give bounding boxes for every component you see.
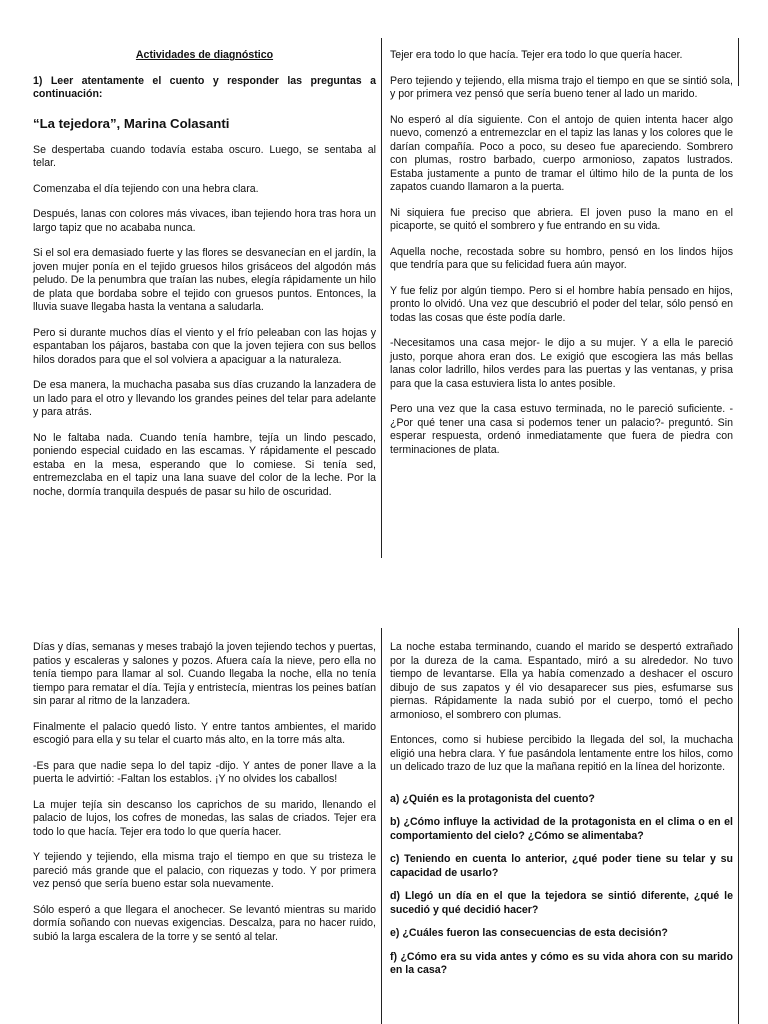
story-paragraph: Pero tejiendo y tejiendo, ella misma trajo el tiempo en que se sintió sola, y por primera vez pensó que sería bueno tener al lado un marido.	[390, 74, 733, 100]
question-b: b) ¿Cómo influye la actividad de la protagonista en el clima o en el comportamiento del cielo? ¿Cómo se alimentaba?	[390, 816, 733, 842]
page1-column-divider	[381, 38, 382, 558]
story-paragraph: La mujer tejía sin descanso los caprichos de su marido, llenando el palacio de lujos, los cofres de monedas, las salas de criados. Tejer era todo lo que hacía. Tejer era todo lo que quería hacer.	[33, 798, 376, 838]
story-title: “La tejedora”, Marina Colasanti	[33, 115, 230, 131]
story-paragraph: Ni siquiera fue preciso que abriera. El joven puso la mano en el picaporte, se quitó el sombrero y fue entrando en su vida.	[390, 206, 733, 232]
story-paragraph: Comenzaba el día tejiendo con una hebra clara.	[33, 182, 259, 195]
story-paragraph: Aquella noche, recostada sobre su hombro, pensó en los lindos hijos que tendría para que su felicidad fuera aún mayor.	[390, 245, 733, 271]
activities-title: Actividades de diagnóstico	[135, 49, 274, 61]
story-paragraph: Pero una vez que la casa estuvo terminada, no le pareció suficiente. -¿Por qué tener una casa si podemos tener un palacio?- preguntó. Sin esperar respuesta, ordenó inmediatamente que fuera de piedra con terminaciones de plata.	[390, 403, 733, 456]
question-c: c) Teniendo en cuenta lo anterior, ¿qué poder tiene su telar y su capacidad de usarlo?	[390, 853, 733, 879]
story-paragraph: De esa manera, la muchacha pasaba sus días cruzando la lanzadera de un lado para el otro y llevando los grandes peines del telar para adelante y para atrás.	[33, 379, 376, 418]
story-paragraph: Se despertaba cuando todavía estaba oscuro. Luego, se sentaba al telar.	[33, 143, 376, 169]
story-paragraph: Entonces, como si hubiese percibido la llegada del sol, la muchacha eligió una hebra clara. Y fue pasándola lentamente entre los hilos, como un delicado trazo de luz que la mañana repitió en la línea del horizonte.	[390, 734, 733, 773]
page2-right-column	[390, 641, 733, 978]
page2-column-divider	[381, 628, 382, 1024]
question-d: d) Llegó un día en el que la tejedora se sintió diferente, ¿qué le sucedió y qué decidió hacer?	[390, 890, 733, 916]
story-paragraph: Tejer era todo lo que hacía. Tejer era todo lo que quería hacer.	[390, 49, 683, 61]
story-paragraph: Después, lanas con colores más vivaces, iban tejiendo hora tras hora un largo tapiz que no acababa nunca.	[33, 208, 376, 234]
story-paragraph: Y tejiendo y tejiendo, ella misma trajo el tiempo en que su tristeza le pareció más grande que el palacio, con riquezas y todo. Y por primera vez pensó que sería bueno estar sola nuevamente.	[33, 851, 376, 890]
page1-right-edge-line	[738, 38, 739, 86]
page1-right-column	[390, 49, 733, 457]
story-paragraph: -Necesitamos una casa mejor- le dijo a su mujer. Y a ella le pareció justo, porque ahora eran dos. Le exigió que escogiera las más bellas lanas color ladrillo, hilos verdes para las puertas y las ventanas, y prisa para que la casa estuviera lista lo antes posible.	[390, 337, 733, 390]
question-a: a) ¿Quién es la protagonista del cuento?	[390, 792, 595, 805]
question-e: e) ¿Cuáles fueron las consecuencias de esta decisión?	[390, 927, 668, 939]
story-paragraph: -Es para que nadie sepa lo del tapiz -dijo. Y antes de poner llave a la puerta le advirtió: -Faltan los establos. ¡Y no olvides los caballos!	[33, 759, 376, 785]
story-paragraph: No esperó al día siguiente. Con el antojo de quien intenta hacer algo nuevo, comenzó a entremezclar en el tapiz las lanas y los colores que le darían compañía. Poco a poco, su deseo fue apareciendo. Sombrero con plumas, rostro barbado, cuerpo armonioso, zapatos lustrados. Estaba justamente a punto de tramar el último hilo de la punta de los zapatos cuando llamaron a la puerta.	[390, 113, 733, 193]
story-paragraph: Pero si durante muchos días el viento y el frío peleaban con las hojas y espantaban los pájaros, bastaba con que la joven tejiera con sus bellos hilos dorados para que el sol volviera a apaciguar a la naturaleza.	[33, 326, 376, 366]
instruction-text: 1) Leer atentamente el cuento y responder las preguntas a continuación:	[33, 74, 376, 100]
story-paragraph: Sólo esperó a que llegara el anochecer. Se levantó mientras su marido dormía soñando con nuevas exigencias. Descalza, para no hacer ruido, subió la larga escalera de la torre y se sentó al telar.	[33, 903, 376, 943]
story-paragraph: Y fue feliz por algún tiempo. Pero si el hombre había pensado en hijos, pronto lo olvidó. Una vez que descubrió el poder del telar, sólo pensó en todas las cosas que éste podía darle.	[390, 284, 733, 324]
story-paragraph: Si el sol era demasiado fuerte y las flores se desvanecían en el jardín, la joven mujer ponía en el tejido gruesos hilos grisáceos del algodón más peludo. De la penumbra que traían las nubes, elegía rápidamente un hilo de plata que bordaba sobre el tejido con gruesos puntos. Entonces, la lluvia suave llegaba hasta la ventana a saludarla.	[33, 247, 376, 313]
page2-right-edge-line	[738, 628, 739, 1024]
story-paragraph: No le faltaba nada. Cuando tenía hambre, tejía un lindo pescado, poniendo especial cuidado en las escamas. Y rápidamente el pescado estaba en la mesa, esperando que lo comiese. Si tenía sed, entremezclaba en el tapiz una lana suave del color de la leche. Por la noche, dormía tranquila después de pasar su hilo de oscuridad.	[33, 431, 376, 498]
question-f: f) ¿Cómo era su vida antes y cómo es su vida ahora con su marido en la casa?	[390, 950, 733, 976]
page2-left-column	[33, 641, 376, 944]
story-paragraph: Finalmente el palacio quedó listo. Y entre tantos ambientes, el marido escogió para ella y su telar el cuarto más alto, en la torre más alta.	[33, 720, 376, 746]
page1-left-column	[33, 49, 376, 499]
story-paragraph: La noche estaba terminando, cuando el marido se despertó extrañado por la dureza de la cama. Espantado, miró a su alrededor. No tuvo tiempo de levantarse. Ella ya había comenzado a deshacer el oscuro dibujo de sus zapatos y él vio desaparecer sus pies, esfumarse sus piernas. Rápidamente la nada subió por el cuerpo, tomó el pecho armonioso, el sombrero con plumas.	[390, 641, 733, 721]
story-paragraph: Días y días, semanas y meses trabajó la joven tejiendo techos y puertas, patios y escaleras y salones y pozos. Afuera caía la nieve, pero ella no tenía tiempo para llamar al sol. Cuando llegaba la noche, ella no tenía tiempo para rematar el día. Tejía y entristecía, mientras los peines batían sin parar al ritmo de la lanzadera.	[33, 641, 376, 707]
